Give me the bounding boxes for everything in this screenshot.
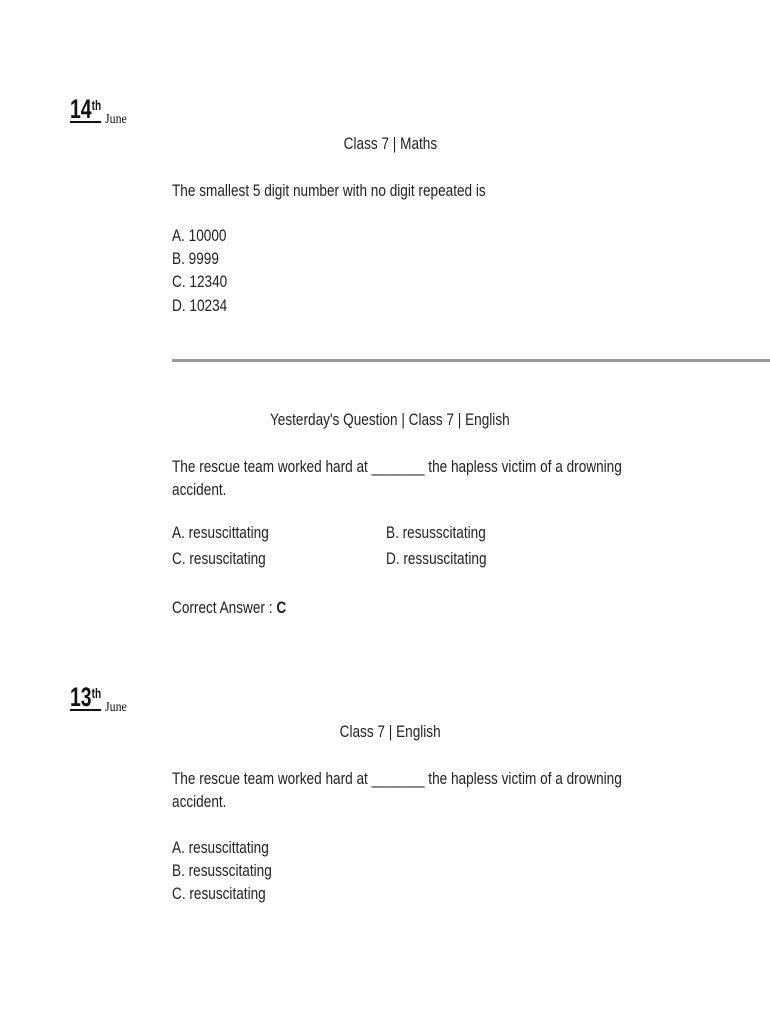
question-heading: Class 7 | Maths: [343, 134, 437, 153]
question-text-line1: The rescue team worked hard at _______ the hapless victim of a drowning: [172, 769, 622, 788]
yesterday-question-line2: accident.: [172, 480, 227, 499]
date-day: 14th: [70, 94, 102, 124]
option-a: A. resuscittating: [172, 838, 269, 857]
yesterday-option-d: D. ressuscitating: [386, 549, 487, 568]
option-b: B. resusscitating: [172, 861, 272, 880]
question-text-line2: accident.: [172, 792, 227, 811]
date-label-13-june: [70, 682, 127, 715]
option-c: C. resuscitating: [172, 884, 266, 903]
date-month: June: [105, 112, 127, 127]
correct-answer-label: Correct Answer :: [172, 598, 273, 617]
date-suffix: th: [91, 685, 102, 701]
correct-answer-value: C: [276, 598, 287, 617]
yesterday-option-c: C. resuscitating: [172, 549, 266, 568]
option-c: C. 12340: [172, 272, 228, 291]
section-divider: [172, 359, 770, 362]
option-a: A. 10000: [172, 226, 227, 245]
yesterday-question-line1: The rescue team worked hard at _______ the hapless victim of a drowning: [172, 457, 622, 476]
correct-answer: [172, 596, 315, 619]
question-heading: Class 7 | English: [339, 722, 441, 741]
yesterday-heading: Yesterday's Question | Class 7 | English: [270, 410, 510, 429]
yesterday-option-a: A. resuscittating: [172, 523, 269, 542]
date-suffix: th: [91, 97, 102, 113]
date-day: 13th: [70, 682, 102, 712]
option-b: B. 9999: [172, 249, 219, 268]
question-text: The smallest 5 digit number with no digit repeated is: [172, 181, 486, 200]
date-month: June: [105, 700, 127, 715]
option-d: D. 10234: [172, 296, 228, 315]
date-label-14-june: [70, 94, 127, 127]
yesterday-option-b: B. resusscitating: [386, 523, 486, 542]
